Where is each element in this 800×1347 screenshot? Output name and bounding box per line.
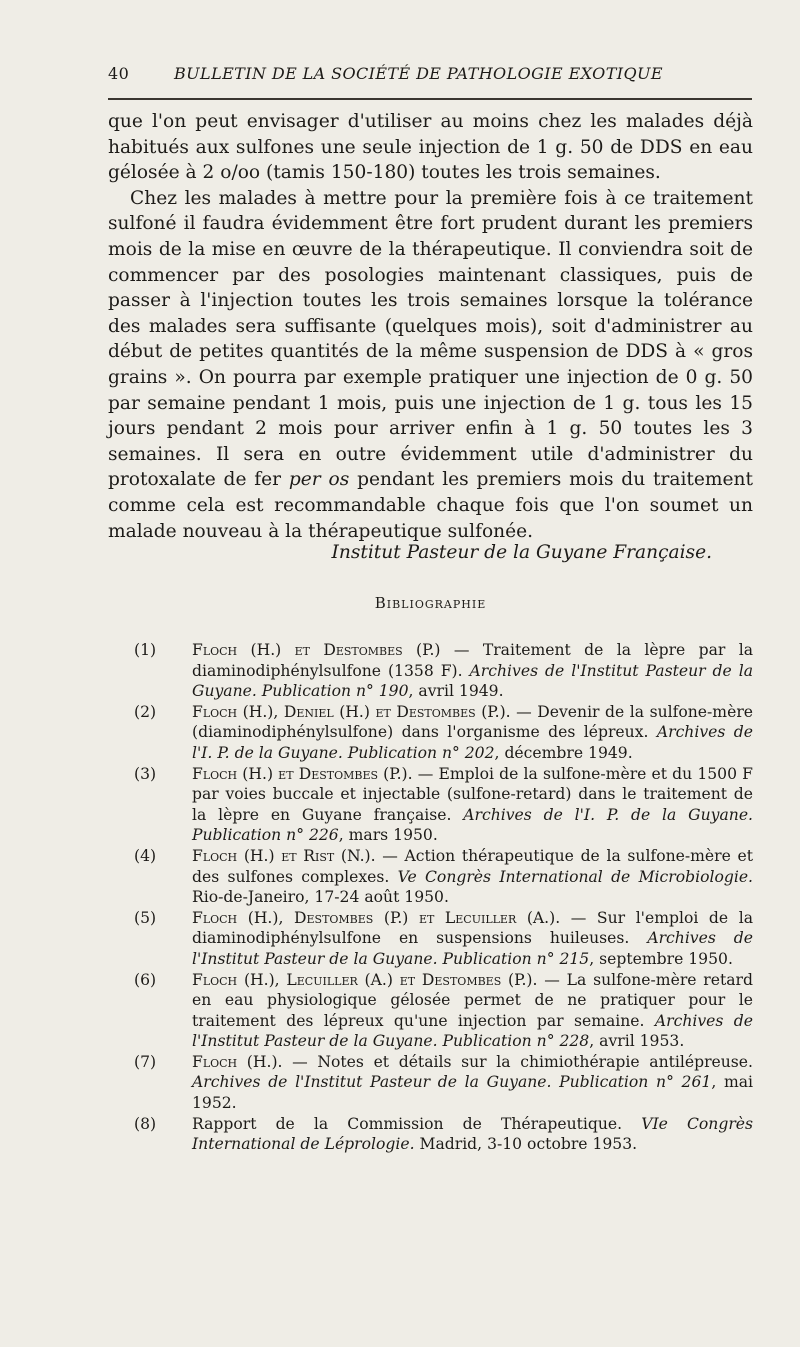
entry-authors: Floch (H.) et Destombes (P.) xyxy=(192,641,441,659)
bibliography-entry xyxy=(108,970,753,1052)
entry-number: (8) xyxy=(134,1114,157,1133)
entry-date: , mars 1950. xyxy=(338,826,438,845)
entry-source: Archives de l'Institut Pasteur de la Guyane. Publication n° 215 xyxy=(192,929,754,968)
bibliography-heading: Bibliographie xyxy=(374,594,487,612)
entry-date: , mai 1952. xyxy=(192,1073,754,1113)
entry-authors: Floch (H.) et Rist (N.) xyxy=(192,846,371,865)
entry-text: . — Notes et détails sur la chimiothérapie antilépreuse. xyxy=(277,1052,753,1071)
page-number: 40 xyxy=(108,64,130,83)
running-title: BULLETIN DE LA SOCIÉTÉ DE PATHOLOGIE EXOTIQUE xyxy=(174,64,663,83)
entry-authors: Floch (H.), Destombes (P.) et Lecuiller (A.) xyxy=(192,908,556,927)
entry-source: Archives de l'Institut Pasteur de la Guyane. Publication n° 190 xyxy=(192,661,754,701)
paragraph-2-italic: per os xyxy=(288,469,350,491)
entry-authors: Floch (H.) xyxy=(192,1052,278,1071)
bibliography-list xyxy=(108,640,753,1155)
entry-number: (6) xyxy=(134,970,157,989)
header-rule xyxy=(108,98,752,100)
entry-number: (7) xyxy=(134,1052,157,1071)
bibliography-entry xyxy=(108,1114,753,1155)
institution-signature: Institut Pasteur de la Guyane Française. xyxy=(331,542,712,563)
entry-source: Archives de l'I. P. de la Guyane. Publication n° 202 xyxy=(192,723,753,762)
body-text xyxy=(108,109,753,544)
entry-text: Rapport de la Commission de Thérapeutique. xyxy=(192,1114,642,1133)
bibliography-entry xyxy=(108,1052,753,1114)
paragraph-1: que l'on peut envisager d'utiliser au moins chez les malades déjà habitués aux sulfones une seule injection de 1 g. 50 de DDS en eau gélosée à 2 o/oo (tamis 150-180) toutes les trois semaines. xyxy=(108,111,753,184)
entry-date: Rio-de-Janeiro, 17-24 août 1950. xyxy=(192,888,449,907)
entry-authors: Floch (H.) et Destombes (P.) xyxy=(192,764,408,783)
bibliography-entry xyxy=(108,640,753,702)
bibliography-entry xyxy=(108,846,753,908)
paragraph-2 xyxy=(108,186,753,544)
entry-text: — Traitement de la lèpre par la diaminodiphénylsulfone (1358 F). xyxy=(192,641,753,680)
entry-date: Madrid, 3-10 octobre 1953. xyxy=(414,1135,638,1154)
bibliography-entry xyxy=(108,764,753,846)
entry-number: (1) xyxy=(134,641,157,659)
entry-source: Archives de l'Institut Pasteur de la Guyane. Publication n° 261 xyxy=(192,1073,712,1092)
entry-source: VIe Congrès International de Léprologie. xyxy=(192,1114,753,1154)
bibliography-entry xyxy=(108,908,753,970)
entry-source: Ve Congrès International de Microbiologie. xyxy=(397,867,753,886)
entry-authors: Floch (H.), Lecuiller (A.) et Destombes (P.) xyxy=(192,970,533,989)
entry-number: (2) xyxy=(134,702,157,721)
bibliography-entry xyxy=(108,702,753,764)
entry-date: , avril 1949. xyxy=(408,682,504,701)
entry-authors: Floch (H.), Deniel (H.) et Destombes (P.) xyxy=(192,702,506,721)
entry-number: (4) xyxy=(134,846,157,865)
entry-number: (5) xyxy=(134,908,157,927)
entry-source: Archives de l'I. P. de la Guyane. Publication n° 226 xyxy=(192,805,754,845)
entry-date: , septembre 1950. xyxy=(589,949,733,968)
entry-date: , avril 1953. xyxy=(589,1032,685,1051)
entry-number: (3) xyxy=(134,764,157,783)
paragraph-2-part-a: Chez les malades à mettre pour la première fois à ce traitement sulfoné il faudra évidemment être fort prudent durant les premiers mois de la mise en œuvre de la thérapeutique. Il conviendra soit de commencer par des posologies maintenant classiques, puis de passer à l'injection toutes les trois semaines lorsque la tolérance des malades sera suffisante (quelques mois), soit d'administrer au début de petites quantités de la même suspension de DDS à « gros grains ». On pourra par exemple pratiquer une injection de 0 g. 50 par semaine pendant 1 mois, puis une injection de 1 g. tous les 15 jours pendant 2 mois pour arriver enfin à 1 g. 50 toutes les 3 semaines. Il sera en outre évidemment utile d'administrer du protoxalate de fer xyxy=(108,187,753,491)
entry-source: Archives de l'Institut Pasteur de la Guyane. Publication n° 228 xyxy=(192,1011,754,1051)
entry-text: . — La sulfone-mère retard en eau physiologique gélosée permet de ne pratiquer pour le traitement des lépreux qu'une injection par semaine. xyxy=(192,970,753,1030)
paragraph-2-part-b: pendant les premiers mois du traitement comme cela est recommandable chaque fois que l'on soumet un malade nouveau à la thérapeutique sulfonée. xyxy=(108,469,753,542)
entry-text: . — Devenir de la sulfone-mère (diaminodiphénylsulfone) dans l'organisme des lépreux. xyxy=(192,702,753,742)
entry-text: . — Action thérapeutique de la sulfone-mère et des sulfones complexes. xyxy=(192,846,753,886)
entry-date: , décembre 1949. xyxy=(494,743,633,762)
page-header xyxy=(108,64,752,90)
entry-text: . — Sur l'emploi de la diaminodiphénylsulfone en suspensions huileuses. xyxy=(192,908,753,948)
entry-text: . — Emploi de la sulfone-mère et du 1500 F par voies buccale et injectable (sulfone-retard) dans le traitement de la lèpre en Guyane française. xyxy=(192,764,753,824)
